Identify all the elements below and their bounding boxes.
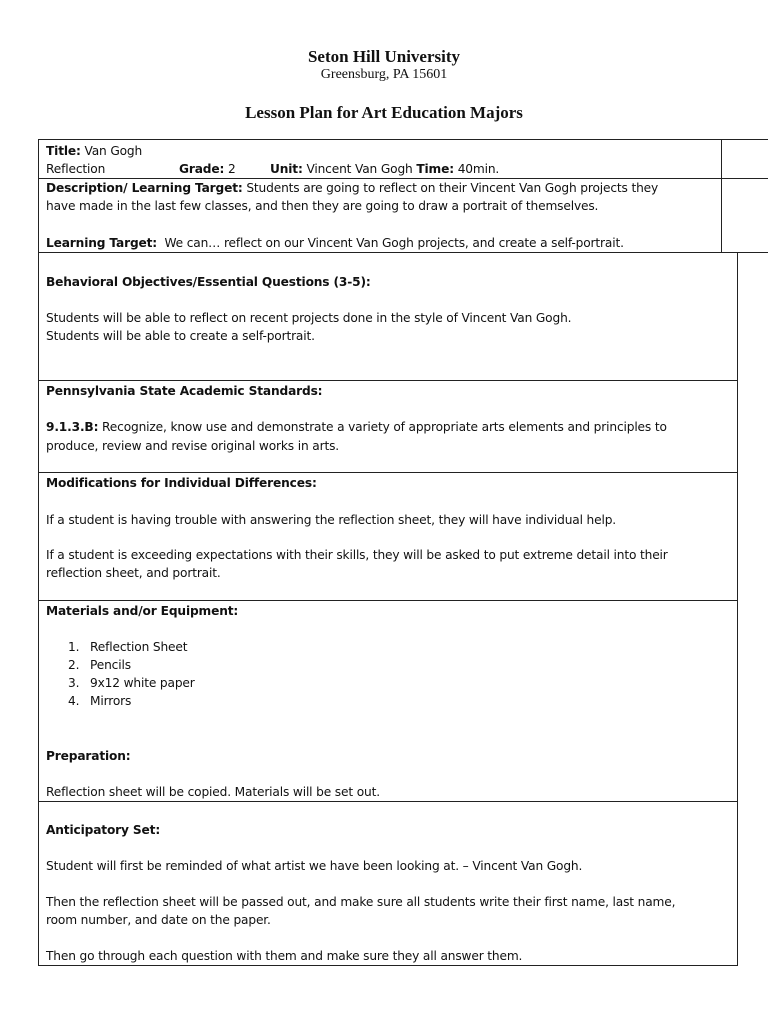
materials-heading: Materials and/or Equipment: — [46, 604, 239, 618]
time-label: Time: — [416, 162, 454, 176]
title-value-line2: Reflection — [46, 162, 106, 176]
materials-list-item — [90, 638, 187, 656]
grade-field — [179, 160, 236, 178]
materials-item-number: 3. — [68, 676, 80, 690]
materials-item-text: Reflection Sheet — [90, 640, 188, 654]
materials-list-item — [68, 692, 79, 710]
objectives-line1: Students will be able to reflect on recent projects done in the style of Vincent Van Gogh. — [46, 311, 572, 325]
learning-target-label: Learning Target: — [46, 236, 158, 250]
learning-target — [46, 234, 624, 252]
materials-item-number: 4. — [68, 694, 80, 708]
learning-target-text: We can… reflect on our Vincent Van Gogh projects, and create a self-portrait. — [164, 236, 624, 250]
modifications-line2: If a student is exceeding expectations with their skills, they will be asked to put extreme detail into their — [46, 548, 668, 562]
anticipatory-line2: Then the reflection sheet will be passed out, and make sure all students write their first name, last name, — [46, 895, 676, 909]
university-address: Greensburg, PA 15601 — [320, 67, 448, 82]
divider-standards — [38, 380, 738, 381]
modifications-line1: If a student is having trouble with answering the reflection sheet, they will have individual help. — [46, 513, 617, 527]
materials-list-item — [90, 674, 195, 692]
preparation-text: Reflection sheet will be copied. Materials will be set out. — [46, 785, 380, 799]
standard-code: 9.1.3.B: — [46, 420, 99, 434]
divider-materials — [38, 600, 738, 601]
time-value: 40min. — [457, 162, 500, 176]
unit-value: Vincent Van Gogh — [306, 162, 413, 176]
divider-anticipatory — [38, 801, 738, 802]
modifications-heading: Modifications for Individual Differences: — [46, 476, 317, 490]
materials-item-number: 2. — [68, 658, 80, 672]
anticipatory-heading: Anticipatory Set: — [46, 823, 161, 837]
objectives-heading: Behavioral Objectives/Essential Questions (3-5): — [46, 275, 371, 289]
lesson-plan-title: Lesson Plan for Art Education Majors — [245, 103, 523, 122]
grade-value: 2 — [227, 162, 236, 176]
standard-text: Recognize, know use and demonstrate a variety of appropriate arts elements and principles to — [102, 420, 667, 434]
objectives-line2: Students will be able to create a self-portrait. — [46, 329, 315, 343]
anticipatory-line1: Student will first be reminded of what artist we have been looking at. – Vincent Van Gogh. — [46, 859, 583, 873]
description-label: Description/ Learning Target: — [46, 181, 243, 195]
anticipatory-line4: Then go through each question with them and make sure they all answer them. — [46, 949, 523, 963]
title-value: Van Gogh — [84, 144, 143, 158]
unit-label: Unit: — [270, 162, 303, 176]
description-line2: have made in the last few classes, and then they are going to draw a portrait of themselves. — [46, 199, 599, 213]
anticipatory-line3: room number, and date on the paper. — [46, 913, 271, 927]
modifications-line3: reflection sheet, and portrait. — [46, 566, 221, 580]
materials-item-text: Pencils — [90, 658, 131, 672]
materials-item-number: 1. — [68, 640, 80, 654]
materials-list-item — [68, 638, 79, 656]
university-name: Seton Hill University — [307, 47, 461, 66]
standard-line2: produce, review and revise original works in arts. — [46, 439, 339, 453]
preparation-heading: Preparation: — [46, 749, 131, 763]
materials-list-item — [68, 656, 79, 674]
materials-list-item — [90, 692, 131, 710]
top-table-right-cell — [721, 139, 768, 253]
title-row — [46, 142, 142, 160]
unit-field — [270, 160, 499, 178]
main-table-right-strip — [737, 256, 768, 966]
standard-line1 — [46, 418, 667, 436]
standards-heading: Pennsylvania State Academic Standards: — [46, 384, 323, 398]
grade-label: Grade: — [179, 162, 225, 176]
description-text: Students are going to reflect on their Vincent Van Gogh projects they — [246, 181, 659, 195]
title-label: Title: — [46, 144, 81, 158]
divider-modifications — [38, 472, 738, 473]
materials-list-item — [90, 656, 131, 674]
materials-list-item — [68, 674, 79, 692]
materials-item-text: Mirrors — [90, 694, 132, 708]
description-line1 — [46, 179, 658, 197]
materials-item-text: 9x12 white paper — [90, 676, 195, 690]
